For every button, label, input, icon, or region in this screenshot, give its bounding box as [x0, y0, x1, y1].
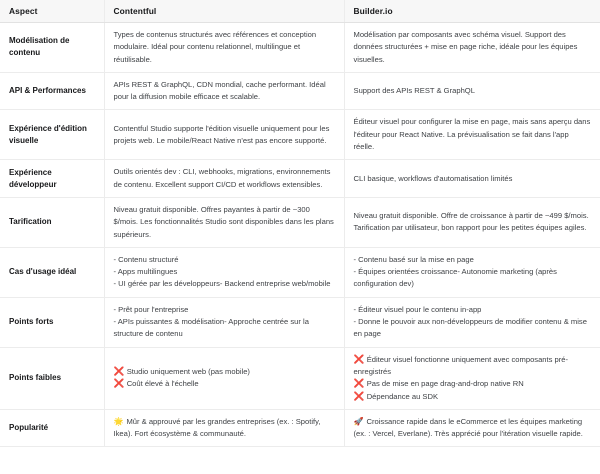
cell-line: - APIs puissantes & modélisation- Approche centrée sur la structure de contenu — [113, 317, 309, 339]
cell-line: APIs REST & GraphQL, CDN mondial, cache performant. Idéal pour la diffusion mobile efficace et scalable. — [113, 79, 326, 102]
cell-item — [354, 391, 592, 403]
cell-contentful — [104, 297, 344, 347]
cell-line: Support des APIs REST & GraphQL — [353, 86, 475, 96]
cell-aspect: API & Performances — [0, 72, 104, 110]
cell-line: Niveau gratuit disponible. Offres payantes à partir de ~300 $/mois. Les fonctionnalités Studio sont disponibles dans les plans supérieurs. — [113, 204, 334, 239]
cell-contentful — [104, 409, 344, 447]
cell-line: - Contenu structuré — [113, 254, 179, 264]
cell-line: - Contenu basé sur la mise en page — [353, 254, 474, 264]
cell-contentful — [104, 247, 344, 297]
cell-aspect: Expérience d'édition visuelle — [0, 110, 104, 160]
cell-item-text: Éditeur visuel fonctionne uniquement avec composants pré-enregistrés — [353, 354, 569, 376]
cross-mark-icon: ❌ — [353, 390, 364, 401]
star-icon: 🌟 — [113, 416, 124, 426]
table-row — [0, 160, 600, 198]
table-row — [0, 110, 600, 160]
cell-item-text: Mûr & approuvé par les grandes entreprises (ex. : Spotify, Ikea). Fort écosystème & communauté. — [113, 416, 321, 439]
cell-builderio — [344, 297, 600, 347]
cell-item — [114, 378, 335, 390]
cell-line: Modélisation par composants avec schéma visuel. Support des données structurées + mise en page riche, idéale pour les équipes visuelles. — [353, 30, 578, 64]
table-row — [0, 72, 600, 110]
table-header — [0, 0, 600, 23]
cell-builderio — [344, 197, 600, 247]
cell-item-text: Studio uniquement web (pas mobile) — [126, 366, 250, 376]
cell-item — [354, 416, 592, 441]
cell-builderio — [344, 110, 600, 160]
table-row — [0, 347, 600, 409]
cell-line: Outils orientés dev : CLI, webhooks, migrations, environnements de contenu. Excellent support CI/CD et workflows extensibles. — [113, 167, 331, 189]
column-header-builderio: Builder.io — [344, 0, 600, 23]
cell-line: Éditeur visuel pour configurer la mise en page, mais sans aperçu dans l'éditeur pour React Native. La prévisualisation se fait dans l'app réelle. — [353, 117, 591, 152]
cell-builderio — [344, 347, 600, 409]
cell-line: - Prêt pour l'entreprise — [113, 304, 189, 314]
cell-contentful — [104, 347, 344, 409]
cell-item — [114, 366, 335, 378]
table-header-row — [0, 0, 600, 23]
cell-contentful — [104, 197, 344, 247]
cell-item-text: Dépendance au SDK — [366, 391, 439, 401]
cell-contentful — [104, 72, 344, 110]
cell-line: - Donne le pouvoir aux non-développeurs de modifier contenu & mise en page — [353, 317, 587, 339]
cross-mark-icon: ❌ — [353, 378, 364, 389]
cell-contentful — [104, 160, 344, 198]
cell-line: - UI gérée par les développeurs- Backend entreprise web/mobile — [113, 279, 331, 289]
cell-contentful — [104, 23, 344, 73]
cross-mark-icon: ❌ — [353, 353, 364, 364]
table-row — [0, 23, 600, 73]
cell-line: CLI basique, workflows d'automatisation limités — [353, 173, 513, 183]
cell-line: - Apps multilingues — [113, 267, 178, 277]
cell-aspect: Points faibles — [0, 347, 104, 409]
cell-item — [114, 416, 335, 441]
cell-line: - Éditeur visuel pour le contenu in-app — [353, 304, 482, 314]
cross-mark-icon: ❌ — [113, 378, 124, 389]
cell-aspect: Popularité — [0, 409, 104, 447]
column-header-aspect: Aspect — [0, 0, 104, 23]
cell-aspect: Tarification — [0, 197, 104, 247]
cell-line: Types de contenus structurés avec références et conception modulaire. Idéal pour contenu relationnel, multilingue et réutilisable. — [113, 30, 317, 64]
column-header-contentful: Contentful — [104, 0, 344, 23]
cell-builderio — [344, 23, 600, 73]
table-row — [0, 197, 600, 247]
cell-builderio — [344, 72, 600, 110]
cell-builderio — [344, 160, 600, 198]
cell-aspect: Expérience développeur — [0, 160, 104, 198]
cell-builderio — [344, 247, 600, 297]
table-row — [0, 297, 600, 347]
cross-mark-icon: ❌ — [113, 365, 124, 376]
cell-line: Contentful Studio supporte l'édition visuelle uniquement pour les projets web. Le mobile/React Native n'est pas encore supporté. — [113, 123, 330, 145]
cell-aspect: Cas d'usage idéal — [0, 247, 104, 297]
table-row — [0, 409, 600, 447]
cell-line: Niveau gratuit disponible. Offre de croissance à partir de ~499 $/mois. Tarification par utilisateur, bon rapport pour les petites équipes agiles. — [353, 211, 589, 233]
cell-item-text: Pas de mise en page drag-and-drop native RN — [366, 379, 524, 389]
cell-item-text: Croissance rapide dans le eCommerce et les équipes marketing (ex. : Vercel, Everlane). Très apprécié pour l'itération visuelle rapide. — [353, 416, 583, 439]
cell-item — [354, 354, 592, 379]
cell-contentful — [104, 110, 344, 160]
rocket-icon: 🚀 — [353, 416, 364, 426]
cell-aspect: Points forts — [0, 297, 104, 347]
cell-builderio — [344, 409, 600, 447]
cell-item — [354, 378, 592, 390]
cell-line: - Équipes orientées croissance- Autonomie marketing (après configuration dev) — [353, 267, 557, 289]
cell-aspect: Modélisation de contenu — [0, 23, 104, 73]
cell-item-text: Coût élevé à l'échelle — [126, 379, 199, 389]
table-row — [0, 247, 600, 297]
table-body — [0, 23, 600, 447]
